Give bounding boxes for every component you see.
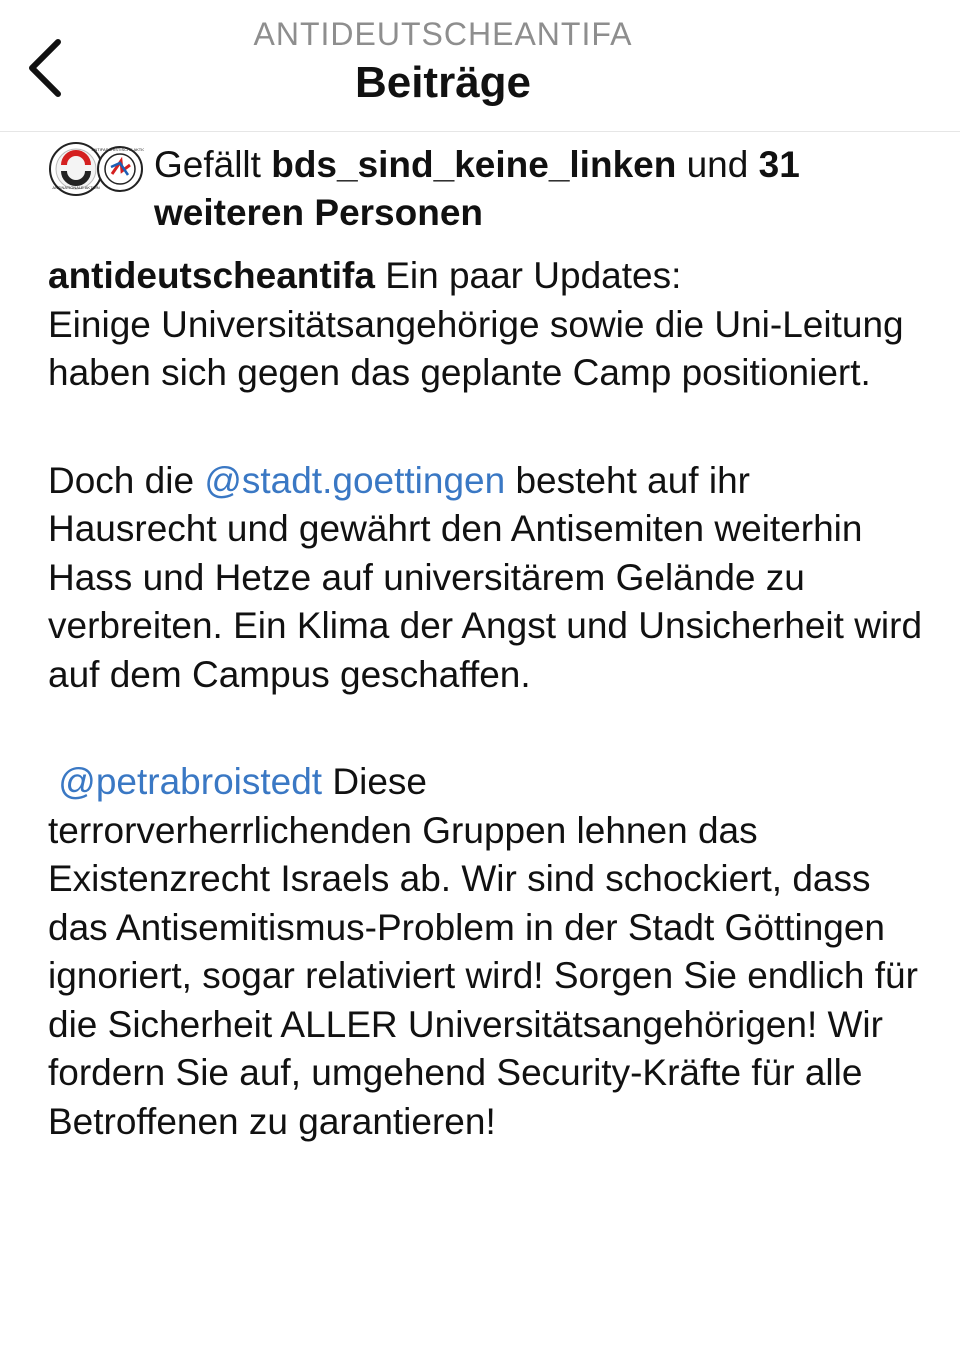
likes-count: 31 [758, 144, 800, 185]
account-username[interactable]: ANTIDEUTSCHEANTIFA [253, 16, 633, 52]
likes-text [154, 141, 914, 237]
caption-paragraph [48, 758, 928, 1146]
likes-prefix: Gefällt [154, 144, 261, 185]
post-author[interactable]: antideutscheantifa [48, 255, 375, 296]
likes-suffix: weiteren Personen [154, 192, 484, 233]
caption-text: terrorverherrlichenden Gruppen lehnen das Existenzrecht Israels ab. Wir sind schockiert, dass das Antisemitismus-Problem in der Stadt Göttingen ignoriert, sogar relativiert wird! Sorgen Sie endlich für die Sicherheit ALLER Universitätsangehörigen! Wir fordern Sie auf, umgehend Security-Kräfte für alle Betroffenen zu garantieren! [48, 809, 918, 1142]
liker-avatars[interactable] [48, 141, 144, 197]
caption-paragraph [48, 252, 928, 398]
caption-text: Doch die [48, 459, 195, 501]
caption-text: besteht auf ihr [515, 459, 750, 501]
likes-connector: und [686, 144, 749, 185]
caption-paragraph [48, 457, 928, 700]
svg-text:ANTINATIONALE AKTION: ANTINATIONALE AKTION [52, 185, 100, 190]
mention-link[interactable]: @petrabroistedt [58, 761, 323, 802]
liker-username[interactable]: bds_sind_keine_linken [271, 144, 677, 185]
caption-text: Einige Universitätsangehörige sowie die Uni-Leitung haben sich gegen das geplante Camp positioniert. [48, 303, 904, 393]
top-nav-bar [0, 0, 960, 132]
caption-text: Hausrecht und gewährt den Antisemiten weiterhin Hass und Hetze auf universitärem Gelände zu verbreiten. Ein Klima der Angst und Unsicherheit wird auf dem Campus geschaffen. [48, 508, 923, 695]
post-caption [48, 252, 928, 1146]
caption-intro: Ein paar Updates: [385, 255, 682, 296]
page-title: Beiträge [354, 58, 532, 107]
mention-link[interactable]: @stadt.goettingen [204, 459, 506, 501]
svg-text:ANTIFASCHISTISCHE AKTION: ANTIFASCHISTISCHE AKTION [91, 147, 144, 152]
caption-text: Diese [332, 761, 427, 802]
